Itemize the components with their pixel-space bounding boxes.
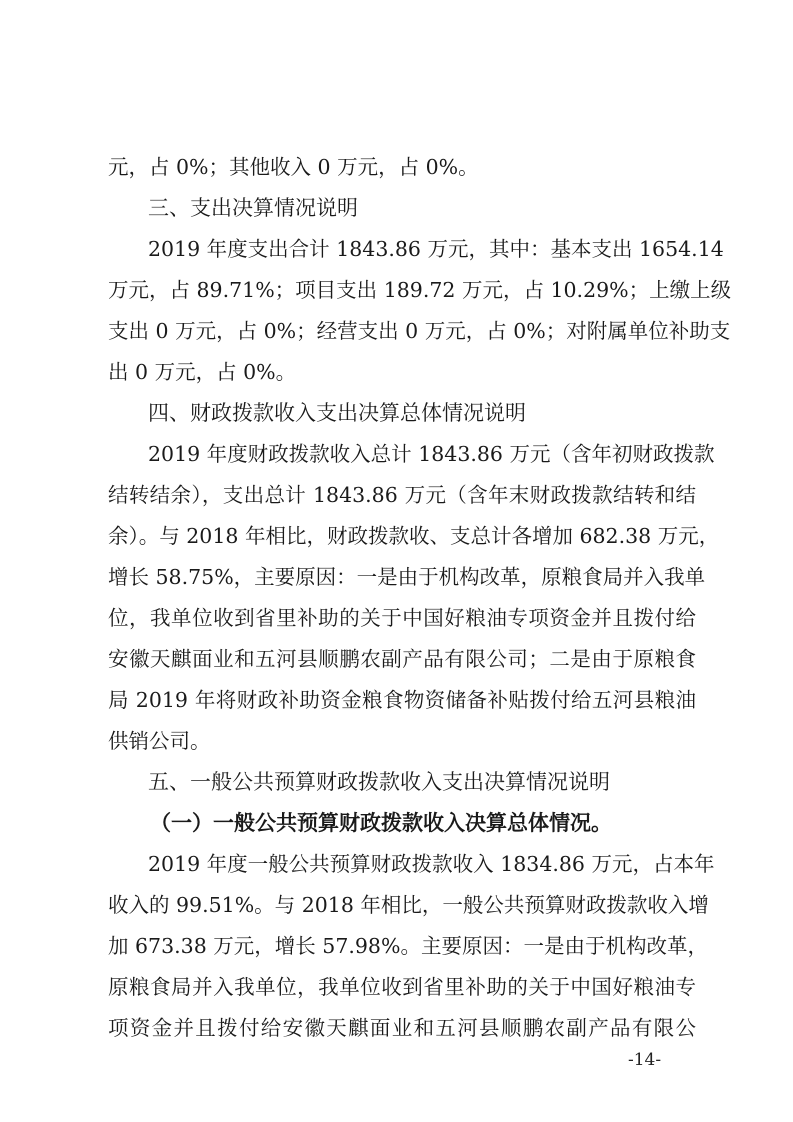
- paragraph-line: 局 2019 年将财政补助资金粮食物资储备补贴拨付给五河县粮油: [108, 688, 696, 712]
- paragraph-line: 结转结余），支出总计 1843.86 万元（含年末财政拨款结转和结: [108, 483, 696, 507]
- paragraph-line: 2019 年度财政拨款收入总计 1843.86 万元（含年初财政拨款: [148, 442, 715, 466]
- paragraph-line: 2019 年度一般公共预算财政拨款收入 1834.86 万元，占本年: [148, 852, 715, 876]
- paragraph-line: 余）。与 2018 年相比，财政拨款收、支总计各增加 682.38 万元，: [108, 524, 720, 548]
- paragraph-line: 万元，占 89.71%；项目支出 189.72 万元，占 10.29%；上缴上级: [108, 278, 732, 302]
- paragraph-line: 支出 0 万元，占 0%；经营支出 0 万元，占 0%；对附属单位补助支: [108, 319, 731, 343]
- section-heading-fiscal-total: 四、财政拨款收入支出决算总体情况说明: [148, 401, 526, 425]
- subsection-heading: （一）一般公共预算财政拨款收入决算总体情况。: [150, 810, 612, 835]
- section-heading-expenditure: 三、支出决算情况说明: [148, 196, 358, 220]
- paragraph-line: 2019 年度支出合计 1843.86 万元，其中：基本支出 1654.14: [148, 237, 724, 261]
- paragraph-line: 增长 58.75%，主要原因：一是由于机构改革，原粮食局并入我单: [108, 565, 706, 589]
- paragraph-line: 收入的 99.51%。与 2018 年相比，一般公共预算财政拨款收入增: [108, 893, 709, 917]
- paragraph-line: 元，占 0%；其他收入 0 万元，占 0%。: [108, 155, 479, 179]
- page-number: -14-: [628, 1050, 662, 1070]
- paragraph-line: 项资金并且拨付给安徽天麒面业和五河县顺鹏农副产品有限公: [108, 1016, 696, 1040]
- paragraph-line: 原粮食局并入我单位，我单位收到省里补助的关于中国好粮油专: [108, 975, 696, 999]
- paragraph-line: 出 0 万元，占 0%。: [108, 360, 297, 384]
- paragraph-line: 安徽天麒面业和五河县顺鹏农副产品有限公司；二是由于原粮食: [108, 647, 696, 671]
- paragraph-line: 供销公司。: [108, 729, 211, 753]
- paragraph-line: 加 673.38 万元，增长 57.98%。主要原因：一是由于机构改革，: [108, 934, 708, 958]
- paragraph-line: 位，我单位收到省里补助的关于中国好粮油专项资金并且拨付给: [108, 606, 696, 630]
- section-heading-general-budget: 五、一般公共预算财政拨款收入支出决算情况说明: [148, 770, 610, 794]
